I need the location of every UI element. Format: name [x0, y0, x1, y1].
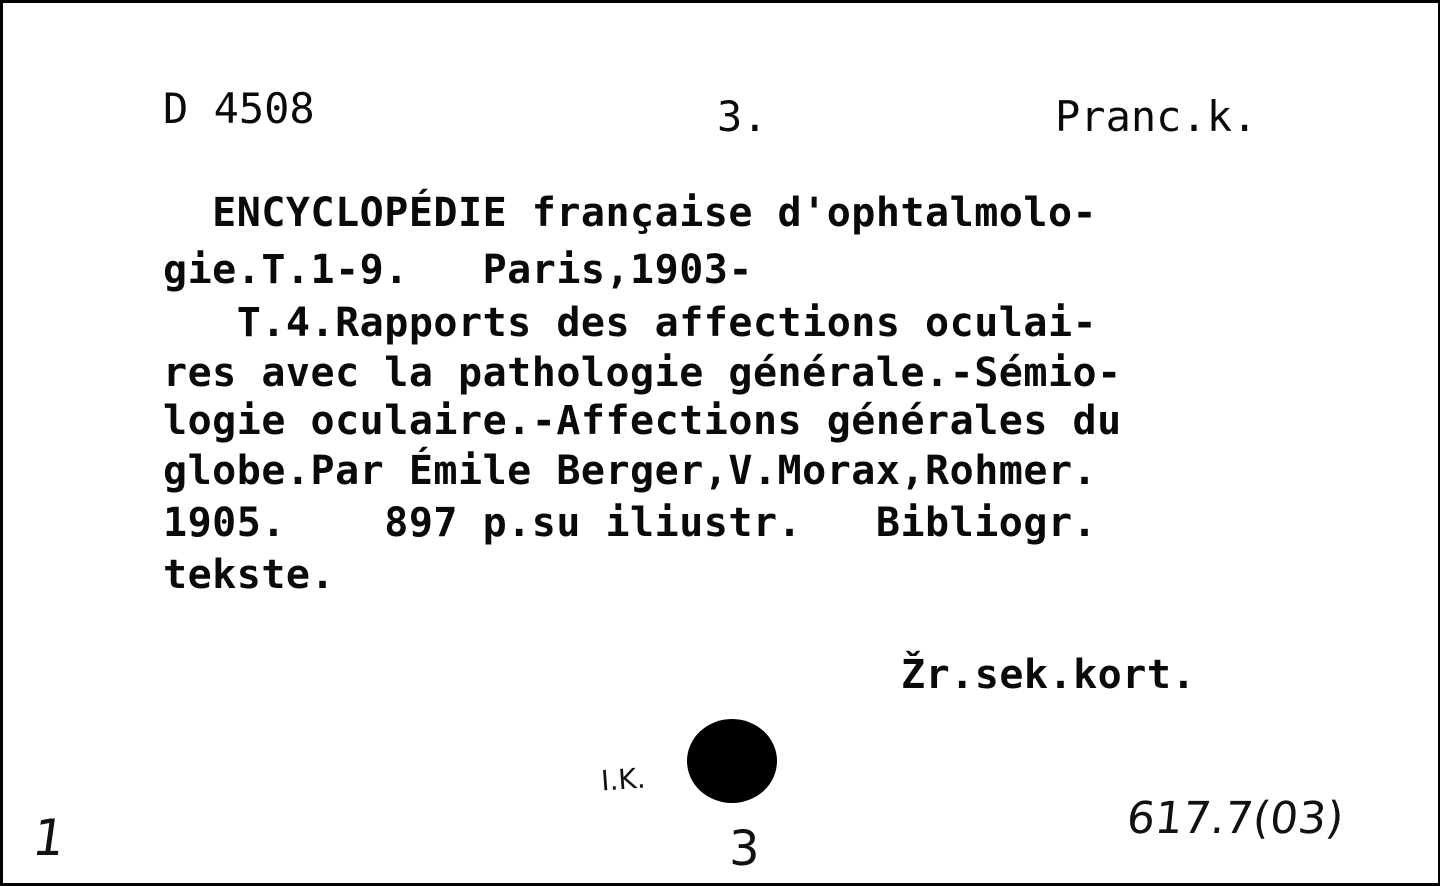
location-code: Pranc.k.	[1055, 92, 1258, 141]
copy-number: 3.	[717, 92, 768, 141]
ink-blot	[687, 719, 777, 803]
entry-line-1: ENCYCLOPÉDIE française d'ophtalmolo-	[163, 190, 1098, 236]
handwritten-left-number: 1	[28, 809, 69, 867]
entry-line-7: 1905. 897 p.su iliustr. Bibliogr.	[163, 500, 1098, 546]
entry-line-2: gie.T.1-9. Paris,1903-	[163, 247, 753, 293]
catalog-note: Žr.sek.kort.	[901, 652, 1196, 698]
handwritten-classification: 617.7(03)	[1124, 793, 1346, 844]
entry-line-4: res avec la pathologie générale.-Sémio-	[163, 350, 1122, 396]
entry-line-3: T.4.Rapports des affections oculai-	[163, 300, 1098, 346]
shelf-mark: D 4508	[163, 84, 315, 133]
entry-line-6: globe.Par Émile Berger,V.Morax,Rohmer.	[163, 448, 1098, 494]
entry-line-5: logie oculaire.-Affections générales du	[163, 398, 1122, 444]
entry-line-8: tekste.	[163, 552, 336, 598]
handwritten-bottom-number: 3	[729, 821, 760, 877]
handwritten-initials: I.K.	[599, 761, 647, 798]
